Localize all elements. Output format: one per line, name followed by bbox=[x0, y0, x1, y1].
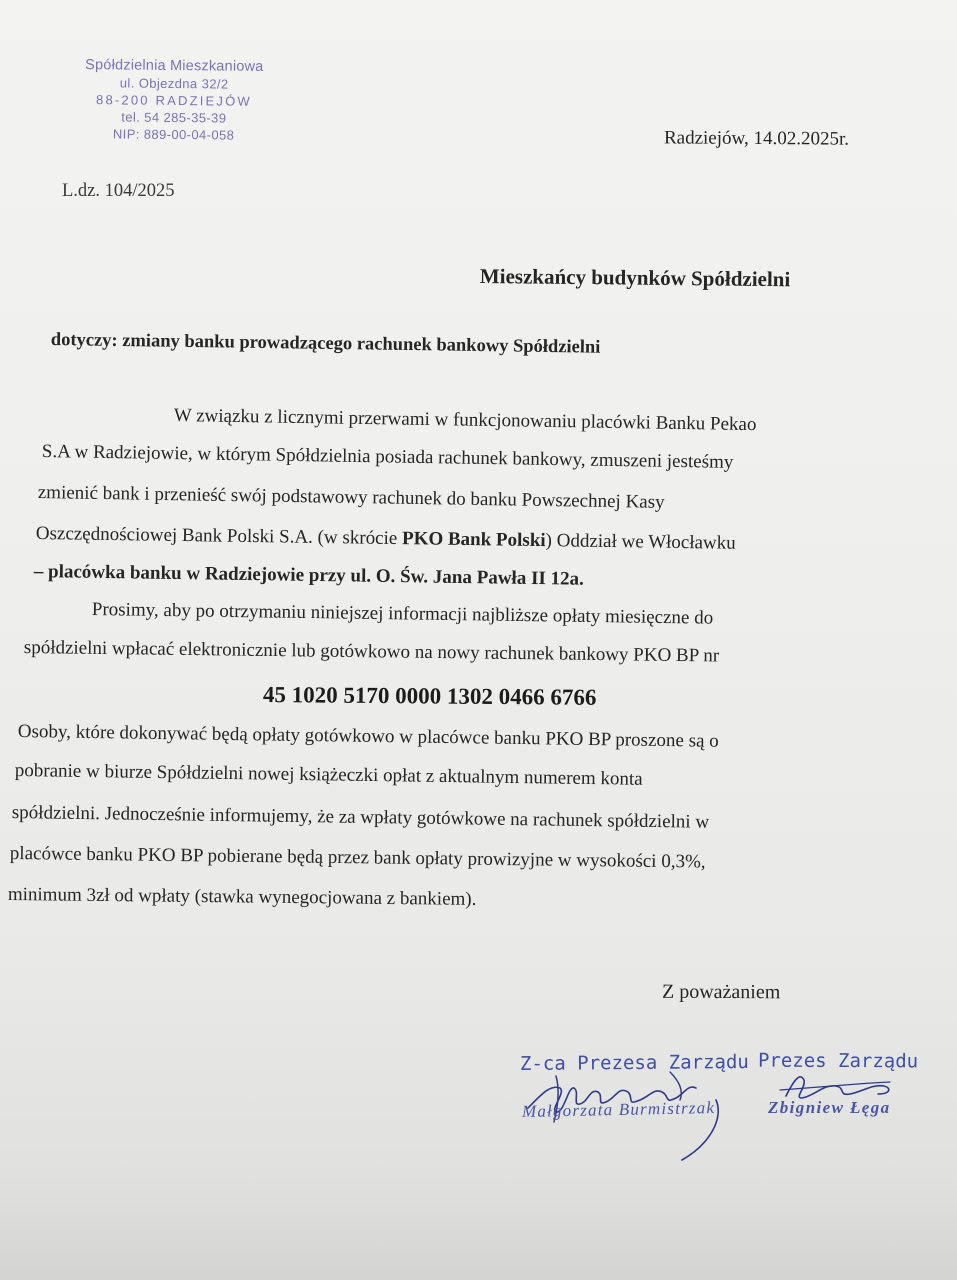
branch-address-bold: – placówka banku w Radziejowie przy ul. O. Św. Jana Pawła II 12a. bbox=[33, 561, 584, 590]
addressee: Mieszkańcy budynków Spółdzielni bbox=[479, 264, 791, 292]
president-title: Prezes Zarządu bbox=[757, 1049, 919, 1073]
stamp-nip: NIP: 889-00-04-058 bbox=[112, 126, 235, 143]
vice-president-title: Z-ca Prezesa Zarządu bbox=[519, 1051, 749, 1075]
vice-president-name: Małgorzata Burmistrzak bbox=[521, 1097, 716, 1122]
closing-salutation: Z poważaniem bbox=[661, 980, 781, 1004]
paragraph3-line4: placówce banku PKO BP pobierane będą przez bank opłaty prowizyjne w wysokości 0,3%, bbox=[9, 843, 706, 873]
paragraph1-line4 bbox=[36, 523, 736, 555]
bank-name-bold: PKO Bank Polski bbox=[401, 528, 546, 552]
paragraph3-line3: spółdzielni. Jednocześnie informujemy, że za wpłaty gotówkowe na rachunek spółdzielni w bbox=[11, 802, 710, 833]
account-number: 45 1020 5170 0000 1302 0466 6766 bbox=[262, 682, 597, 710]
sender-stamp bbox=[64, 57, 285, 144]
stamp-org-name: Spółdzielnia Mieszkaniowa bbox=[85, 57, 264, 75]
paragraph3-line1: Osoby, które dokonywać będą opłaty gotówkowo w placówce banku PKO BP proszone są o bbox=[17, 721, 719, 752]
paragraph2-line1: Prosimy, aby po otrzymaniu niniejszej informacji najbliższe opłaty miesięczne do bbox=[91, 599, 714, 629]
paragraph3-line2: pobranie w biurze Spółdzielni nowej książeczki opłat z aktualnym numerem konta bbox=[14, 760, 643, 790]
paragraph1-line3: zmienić bank i przenieść swój podstawowy rachunek do banku Powszechnej Kasy bbox=[37, 482, 665, 513]
letter-date: Radziejów, 14.02.2025r. bbox=[663, 127, 850, 150]
stamp-phone: tel. 54 285-35-39 bbox=[121, 109, 227, 126]
reference-number: L.dz. 104/2025 bbox=[62, 181, 175, 201]
paragraph1-line4-text-a: Oszczędnościowej Bank Polski S.A. (w skrócie bbox=[35, 523, 403, 550]
subject-line: dotyczy: zmiany banku prowadzącego rachunek bankowy Spółdzielni bbox=[50, 330, 601, 358]
stamp-city: 88-200 RADZIEJÓW bbox=[96, 92, 252, 109]
paragraph1-line2: S.A w Radziejowie, w którym Spółdzielnia posiada rachunek bankowy, zmuszeni jesteśmy bbox=[41, 441, 734, 473]
paragraph3-line5: minimum 3zł od wpłaty (stawka wynegocjowana z bankiem). bbox=[7, 884, 477, 910]
paragraph2-line2: spółdzielni wpłacać elektronicznie lub gotówkowo na nowy rachunek bankowy PKO BP nr bbox=[23, 637, 720, 667]
stamp-street: ul. Objezdna 32/2 bbox=[119, 75, 229, 92]
paragraph1-line1: W związku z licznymi przerwami w funkcjonowaniu placówki Banku Pekao bbox=[173, 405, 757, 436]
paper-shadow bbox=[0, 1170, 957, 1280]
president-name: Zbigniew Łęga bbox=[768, 1098, 891, 1117]
paragraph1-line4-text-b: ) Oddział we Włocławku bbox=[545, 530, 736, 554]
